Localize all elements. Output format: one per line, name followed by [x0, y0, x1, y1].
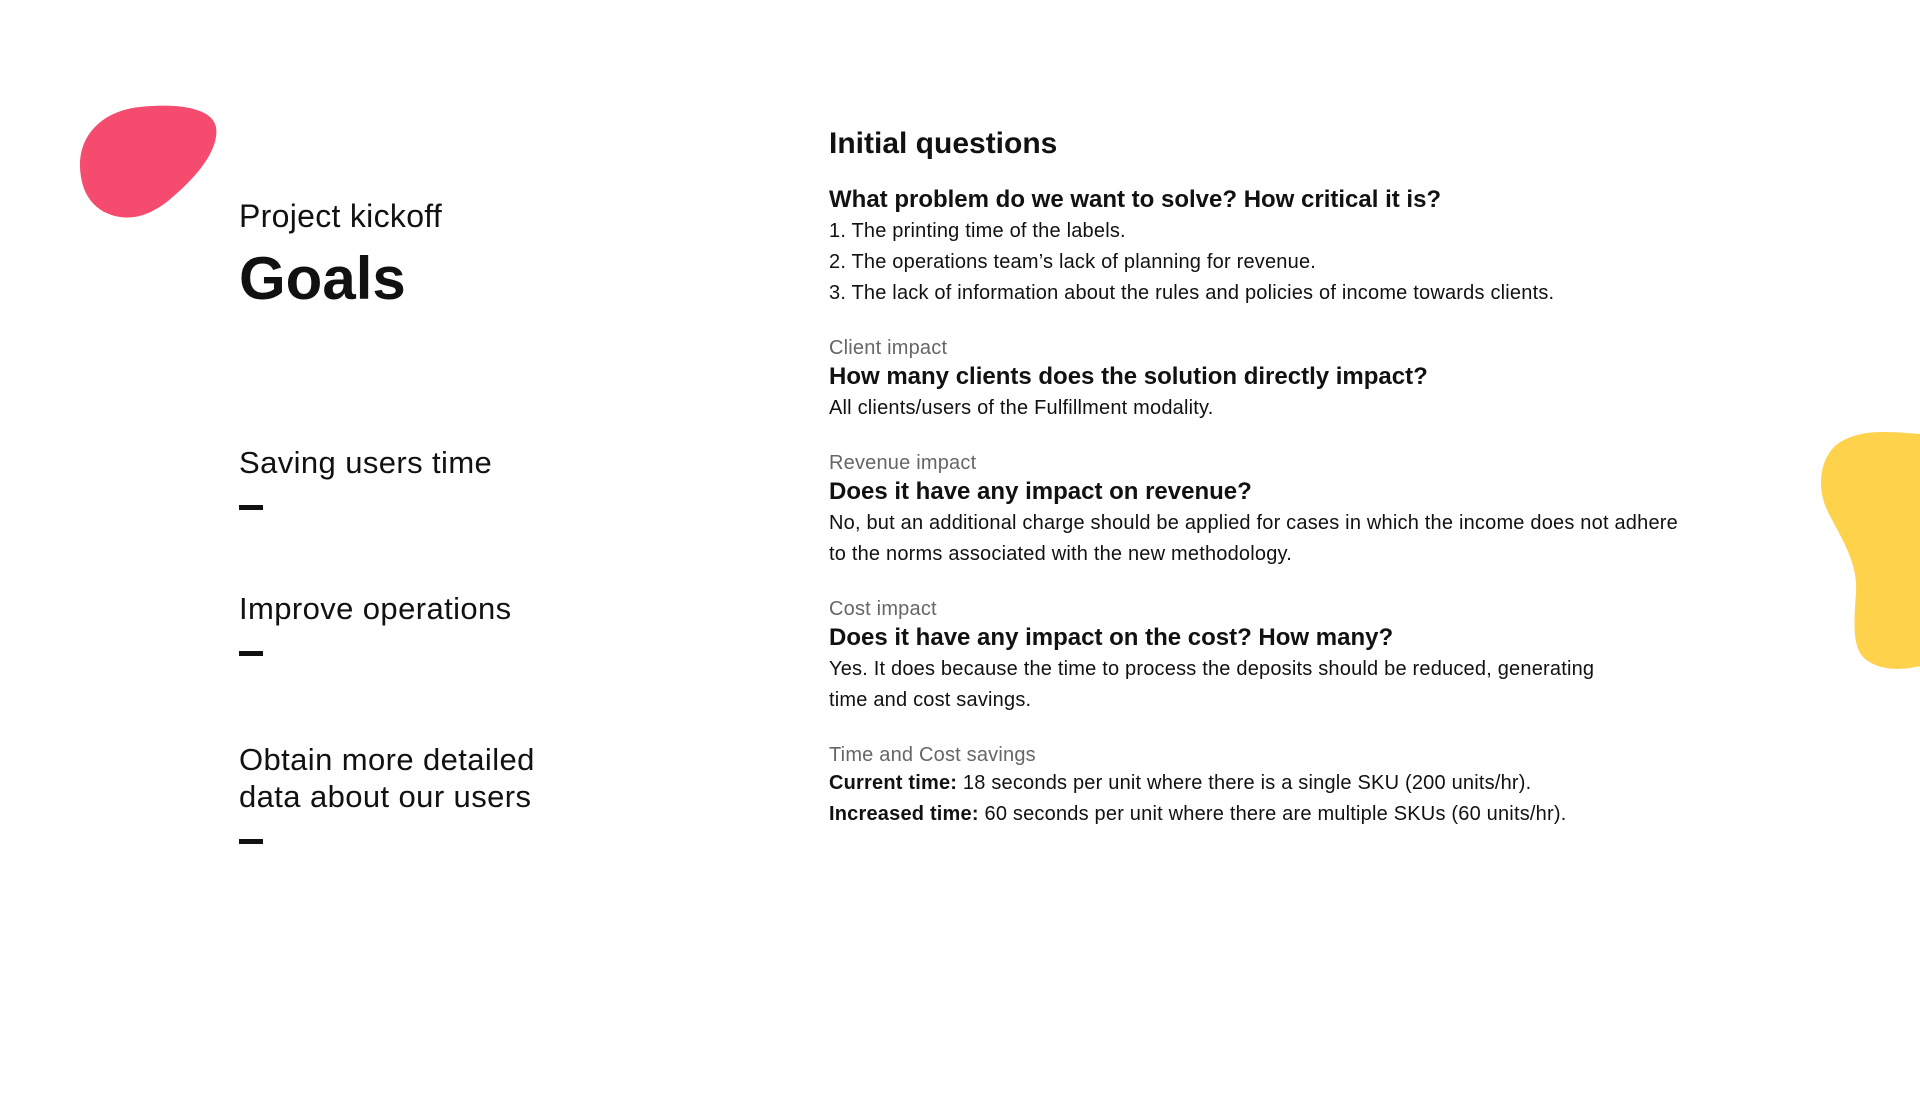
goal-item	[239, 444, 799, 510]
goals-column	[239, 196, 799, 814]
increased-time-label: Increased time:	[829, 803, 979, 825]
client-impact-question: How many clients does the solution directly impact?	[829, 363, 1428, 390]
cost-impact-question: Does it have any impact on the cost? How many?	[829, 624, 1394, 651]
goal-dash-divider	[239, 505, 263, 510]
problem-list	[829, 216, 1829, 309]
goal-dash-divider	[239, 839, 263, 844]
initial-questions-column	[829, 126, 1829, 830]
section-title: Initial questions	[829, 127, 1058, 160]
savings-category: Time and Cost savings	[829, 744, 1036, 766]
pink-blob-decoration	[80, 105, 218, 219]
revenue-impact-block	[829, 450, 1829, 570]
pink-blob-shape	[80, 106, 216, 218]
list-item: 3. The lack of information about the rules and policies of income towards clients.	[829, 282, 1555, 304]
cost-impact-answer: Yes. It does because the time to process the deposits should be reduced, generating time and cost savings.	[829, 658, 1595, 711]
yellow-blob-shape	[1821, 432, 1920, 669]
goal-item	[239, 590, 799, 656]
increased-time-value: 60 seconds per unit where there are multiple SKUs (60 units/hr).	[978, 803, 1567, 825]
revenue-impact-category: Revenue impact	[829, 452, 977, 474]
goal-label: Saving users time	[239, 445, 493, 480]
page-title: Goals	[239, 245, 406, 312]
current-time-value: 18 seconds per unit where there is a single SKU (200 units/hr).	[957, 772, 1532, 794]
goal-dash-divider	[239, 651, 263, 656]
goal-label: Improve operations	[239, 591, 512, 626]
revenue-impact-question: Does it have any impact on revenue?	[829, 478, 1252, 505]
increased-time-line	[829, 799, 1829, 830]
revenue-impact-answer: No, but an additional charge should be applied for cases in which the income does not adhere to the norms associated with the new methodology.	[829, 512, 1678, 565]
goal-item	[239, 741, 799, 844]
list-item: 1. The printing time of the labels.	[829, 220, 1126, 242]
client-impact-block	[829, 335, 1829, 424]
cost-impact-category: Cost impact	[829, 598, 937, 620]
problem-question: What problem do we want to solve? How critical it is?	[829, 186, 1442, 213]
client-impact-answer: All clients/users of the Fulfillment modality.	[829, 397, 1214, 419]
time-cost-savings-block	[829, 742, 1829, 830]
list-item: 2. The operations team’s lack of planning for revenue.	[829, 251, 1317, 273]
current-time-line	[829, 768, 1829, 799]
goal-label: Obtain more detailed data about our users	[239, 742, 535, 814]
project-kickoff-label: Project kickoff	[239, 198, 443, 234]
client-impact-category: Client impact	[829, 337, 948, 359]
yellow-blob-decoration	[1820, 432, 1920, 670]
cost-impact-block	[829, 596, 1829, 716]
current-time-label: Current time:	[829, 772, 958, 794]
problem-block	[829, 184, 1829, 309]
